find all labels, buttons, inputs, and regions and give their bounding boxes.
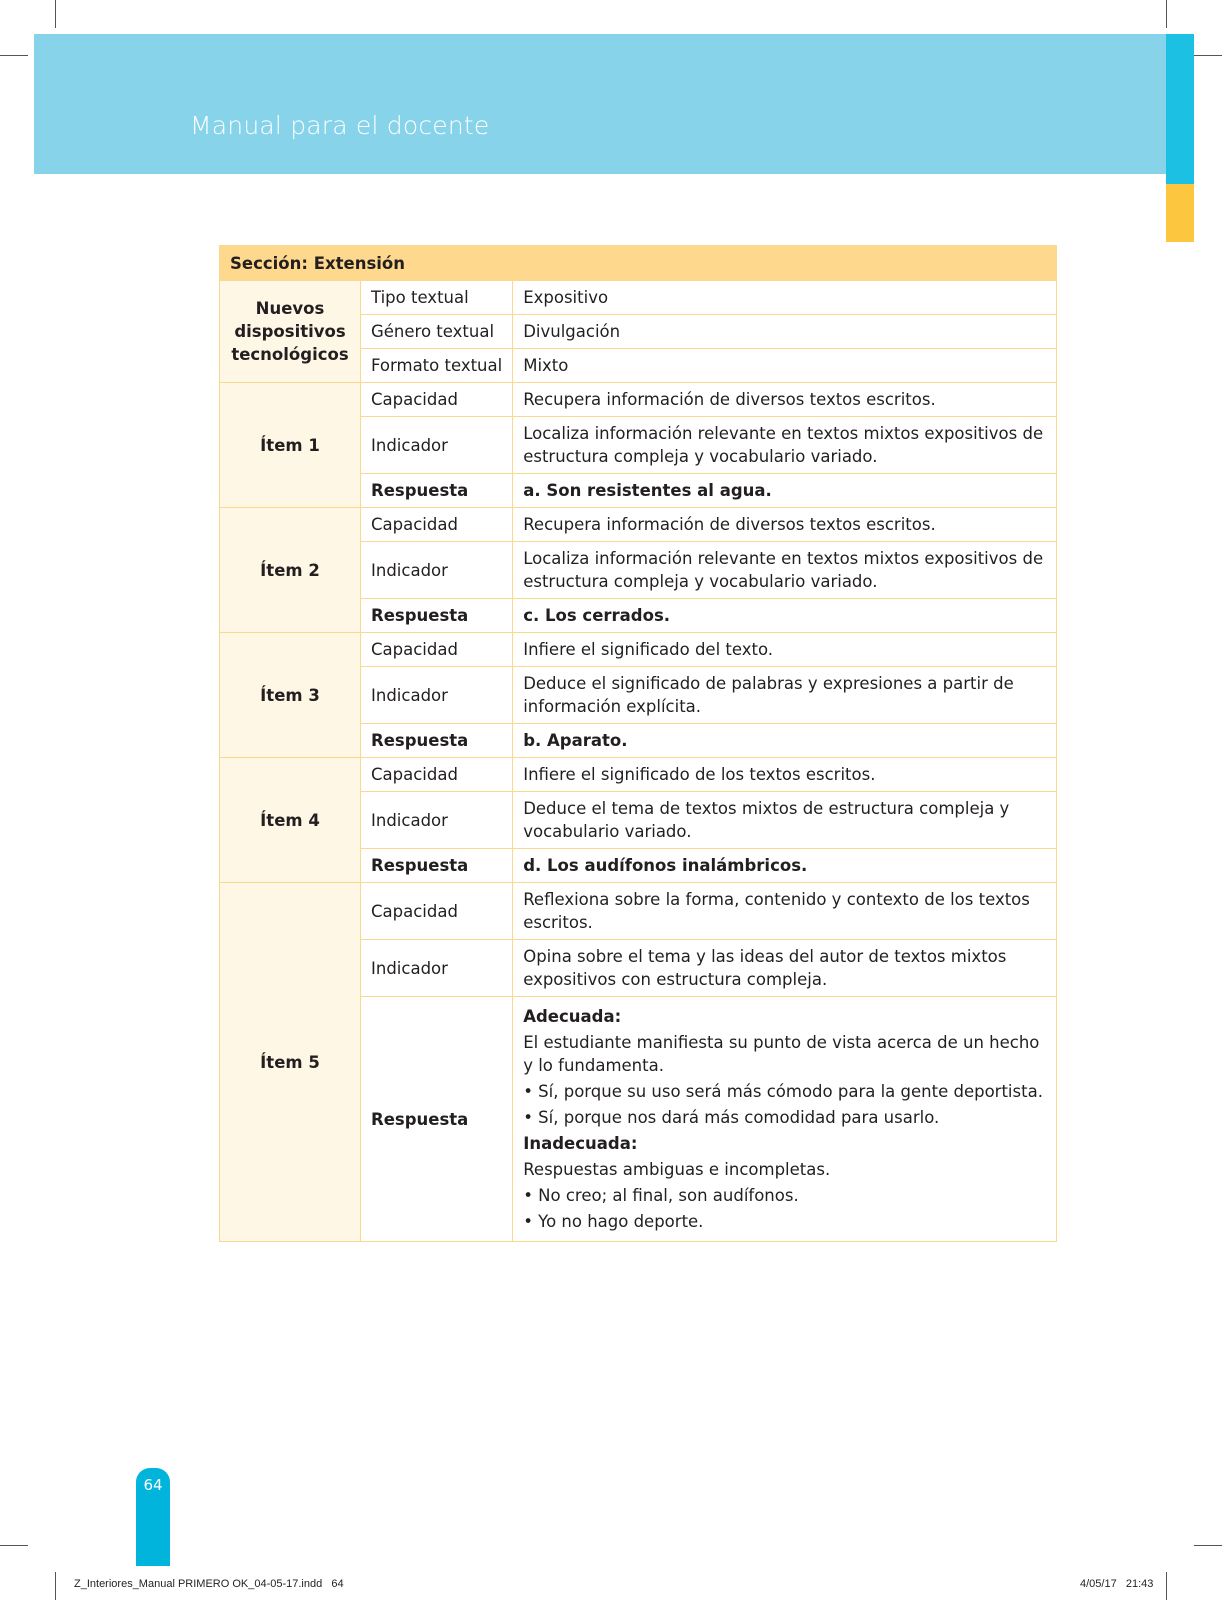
- indicador-value: Opina sobre el tema y las ideas del autor de textos mixtos expositivos con estructura compleja.: [513, 940, 1057, 997]
- table-row: [220, 883, 1057, 940]
- item-label: Ítem 1: [220, 383, 361, 508]
- respuesta-detail: [513, 997, 1057, 1242]
- row-label: Tipo textual: [361, 281, 513, 315]
- indicador-value: Localiza información relevante en textos mixtos expositivos de estructura compleja y vocabulario variado.: [513, 542, 1057, 599]
- capacidad-value: Infiere el significado del texto.: [513, 633, 1057, 667]
- side-tab-yellow: [1166, 184, 1194, 242]
- table-row: [220, 633, 1057, 667]
- item-label: Ítem 3: [220, 633, 361, 758]
- adecuada-text: El estudiante manifiesta su punto de vista acerca de un hecho y lo fundamenta.: [523, 1033, 1040, 1075]
- row-label: Género textual: [361, 315, 513, 349]
- respuesta-label: Respuesta: [361, 474, 513, 508]
- respuesta-value: c. Los cerrados.: [513, 599, 1057, 633]
- crop-mark: [0, 1545, 28, 1546]
- capacidad-value: Recupera información de diversos textos escritos.: [513, 508, 1057, 542]
- side-tab-cyan: [1166, 34, 1194, 184]
- item-label: Ítem 5: [220, 883, 361, 1242]
- print-slug-date: 4/05/17 21:43: [1080, 1578, 1154, 1590]
- page-number: 64: [143, 1476, 163, 1494]
- crop-mark: [0, 55, 28, 56]
- page-header-title: Manual para el docente: [190, 111, 490, 140]
- crop-mark: [55, 1572, 56, 1600]
- adecuada-bullet: • Sí, porque nos dará más comodidad para usarlo.: [523, 1108, 940, 1127]
- respuesta-label: Respuesta: [361, 724, 513, 758]
- inadecuada-text: Respuestas ambiguas e incompletas.: [523, 1160, 831, 1179]
- row-value: Expositivo: [513, 281, 1057, 315]
- indicador-label: Indicador: [361, 667, 513, 724]
- indicador-label: Indicador: [361, 940, 513, 997]
- section-header-row: [220, 246, 1057, 281]
- capacidad-value: Infiere el significado de los textos escritos.: [513, 758, 1057, 792]
- adecuada-bullet: • Sí, porque su uso será más cómodo para la gente deportista.: [523, 1082, 1043, 1101]
- respuesta-value: a. Son resistentes al agua.: [513, 474, 1057, 508]
- capacidad-label: Capacidad: [361, 633, 513, 667]
- inadecuada-bullet: • No creo; al final, son audífonos.: [523, 1186, 799, 1205]
- capacidad-label: Capacidad: [361, 383, 513, 417]
- inadecuada-bullet: • Yo no hago deporte.: [523, 1212, 704, 1231]
- info-group-label: Nuevos dispositivos tecnológicos: [220, 281, 361, 383]
- table-row: [220, 508, 1057, 542]
- indicador-label: Indicador: [361, 792, 513, 849]
- indicador-value: Deduce el tema de textos mixtos de estructura compleja y vocabulario variado.: [513, 792, 1057, 849]
- evaluation-table: [219, 245, 1057, 1242]
- capacidad-label: Capacidad: [361, 883, 513, 940]
- respuesta-value: b. Aparato.: [513, 724, 1057, 758]
- indicador-value: Localiza información relevante en textos mixtos expositivos de estructura compleja y vocabulario variado.: [513, 417, 1057, 474]
- row-label: Formato textual: [361, 349, 513, 383]
- table-row: [220, 281, 1057, 315]
- row-value: Divulgación: [513, 315, 1057, 349]
- table-row: [220, 383, 1057, 417]
- capacidad-label: Capacidad: [361, 758, 513, 792]
- crop-mark: [1166, 1572, 1167, 1600]
- item-label: Ítem 4: [220, 758, 361, 883]
- indicador-label: Indicador: [361, 542, 513, 599]
- header-band: [34, 34, 1166, 174]
- inadecuada-heading: Inadecuada:: [523, 1134, 638, 1153]
- crop-mark: [1166, 0, 1167, 28]
- section-title: Sección: Extensión: [220, 246, 1057, 281]
- indicador-label: Indicador: [361, 417, 513, 474]
- adecuada-heading: Adecuada:: [523, 1007, 622, 1026]
- respuesta-label: Respuesta: [361, 997, 513, 1242]
- respuesta-label: Respuesta: [361, 599, 513, 633]
- capacidad-value: Recupera información de diversos textos escritos.: [513, 383, 1057, 417]
- row-value: Mixto: [513, 349, 1057, 383]
- crop-mark: [1194, 1545, 1222, 1546]
- capacidad-value: Reflexiona sobre la forma, contenido y contexto de los textos escritos.: [513, 883, 1057, 940]
- print-slug-file: Z_Interiores_Manual PRIMERO OK_04-05-17.indd 64: [74, 1578, 344, 1590]
- crop-mark: [1194, 55, 1222, 56]
- indicador-value: Deduce el significado de palabras y expresiones a partir de información explícita.: [513, 667, 1057, 724]
- table-row: [220, 758, 1057, 792]
- respuesta-label: Respuesta: [361, 849, 513, 883]
- item-label: Ítem 2: [220, 508, 361, 633]
- crop-mark: [55, 0, 56, 28]
- capacidad-label: Capacidad: [361, 508, 513, 542]
- respuesta-value: d. Los audífonos inalámbricos.: [513, 849, 1057, 883]
